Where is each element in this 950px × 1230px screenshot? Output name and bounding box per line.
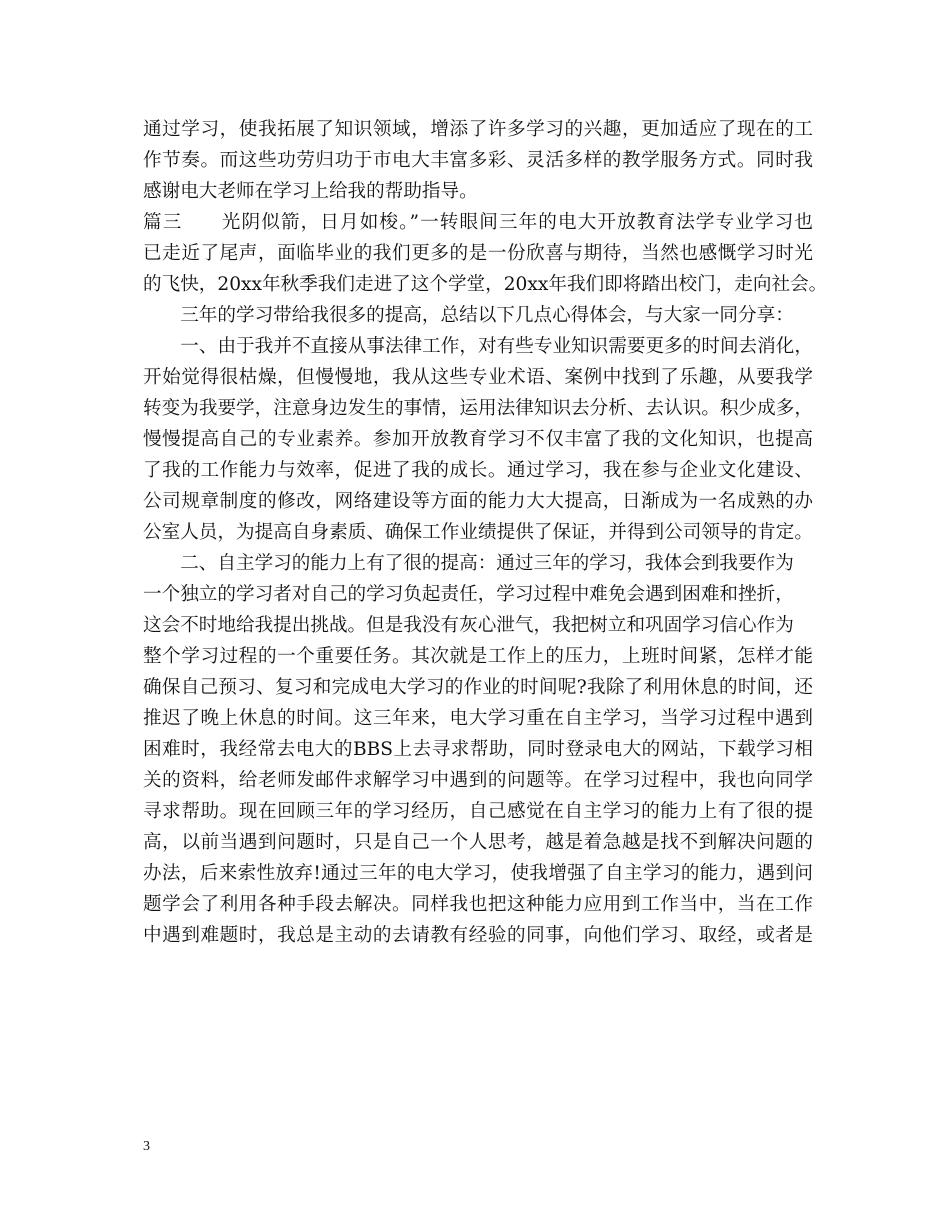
text-line: 公司规章制度的修改，网络建设等方面的能力大大提高，日渐成为一名成熟的办 <box>143 491 813 512</box>
body-text <box>143 114 828 951</box>
section-heading-line: 篇三 光阴似箭，日月如梭。”一转眼间三年的电大开放教育法学专业学习也 <box>143 212 813 233</box>
text-line: 开始觉得很枯燥，但慢慢地，我从这些专业术语、案例中找到了乐趣，从要我学 <box>143 367 813 388</box>
text-line: 二、自主学习的能力上有了很的提高：通过三年的学习，我体会到我要作为 <box>143 553 794 574</box>
text-line: 的飞快，20xx年秋季我们走进了这个学堂，20xx年我们即将踏出校门，走向社会。 <box>143 274 828 295</box>
text-line: 公室人员，为提高自身素质、确保工作业绩提供了保证，并得到公司领导的肯定。 <box>143 522 813 543</box>
text-line: 题学会了利用各种手段去解决。同样我也把这种能力应用到工作当中，当在工作 <box>143 894 813 915</box>
text-line: 感谢电大老师在学习上给我的帮助指导。 <box>143 181 478 202</box>
text-line: 确保自己预习、复习和完成电大学习的作业的时间呢?我除了利用休息的时间，还 <box>143 677 813 698</box>
text-line: 三年的学习带给我很多的提高，总结以下几点心得体会，与大家一同分享： <box>143 305 794 326</box>
text-line: 作节奏。而这些功劳归功于市电大丰富多彩、灵活多样的教学服务方式。同时我 <box>143 150 813 171</box>
text-line: 办法，后来索性放弃!通过三年的电大学习，使我增强了自主学习的能力，遇到问 <box>143 863 813 884</box>
text-line: 慢慢提高自己的专业素养。参加开放教育学习不仅丰富了我的文化知识，也提高 <box>143 429 813 450</box>
text-line: 高，以前当遇到问题时，只是自己一个人思考，越是着急越是找不到解决问题的 <box>143 832 813 853</box>
text-line: 困难时，我经常去电大的BBS上去寻求帮助，同时登录电大的网站，下载学习相 <box>143 739 813 760</box>
text-line: 关的资料，给老师发邮件求解学习中遇到的问题等。在学习过程中，我也向同学 <box>143 770 813 791</box>
text-line: 转变为我要学，注意身边发生的事情，运用法律知识去分析、去认识。积少成多， <box>143 398 813 419</box>
text-line: 这会不时地给我提出挑战。但是我没有灰心泄气，我把树立和巩固学习信心作为 <box>143 615 794 636</box>
text-line: 中遇到难题时，我总是主动的去请教有经验的同事，向他们学习、取经，或者是 <box>143 925 813 946</box>
text-line: 一、由于我并不直接从事法律工作，对有些专业知识需要更多的时间去消化， <box>143 336 813 357</box>
text-line: 推迟了晚上休息的时间。这三年来，电大学习重在自主学习，当学习过程中遇到 <box>143 708 813 729</box>
text-line: 已走近了尾声，面临毕业的我们更多的是一份欣喜与期待，当然也感慨学习时光 <box>143 243 813 264</box>
text-line: 整个学习过程的一个重要任务。其次就是工作上的压力，上班时间紧，怎样才能 <box>143 646 813 667</box>
text-line: 一个独立的学习者对自己的学习负起责任，学习过程中难免会遇到困难和挫折， <box>143 584 794 605</box>
text-line: 寻求帮助。现在回顾三年的学习经历，自己感觉在自主学习的能力上有了很的提 <box>143 801 813 822</box>
text-line: 了我的工作能力与效率，促进了我的成长。通过学习，我在参与企业文化建设、 <box>143 460 813 481</box>
page-number: 3 <box>143 1139 150 1154</box>
text-line: 通过学习，使我拓展了知识领域，增添了许多学习的兴趣，更加适应了现在的工 <box>143 119 813 140</box>
